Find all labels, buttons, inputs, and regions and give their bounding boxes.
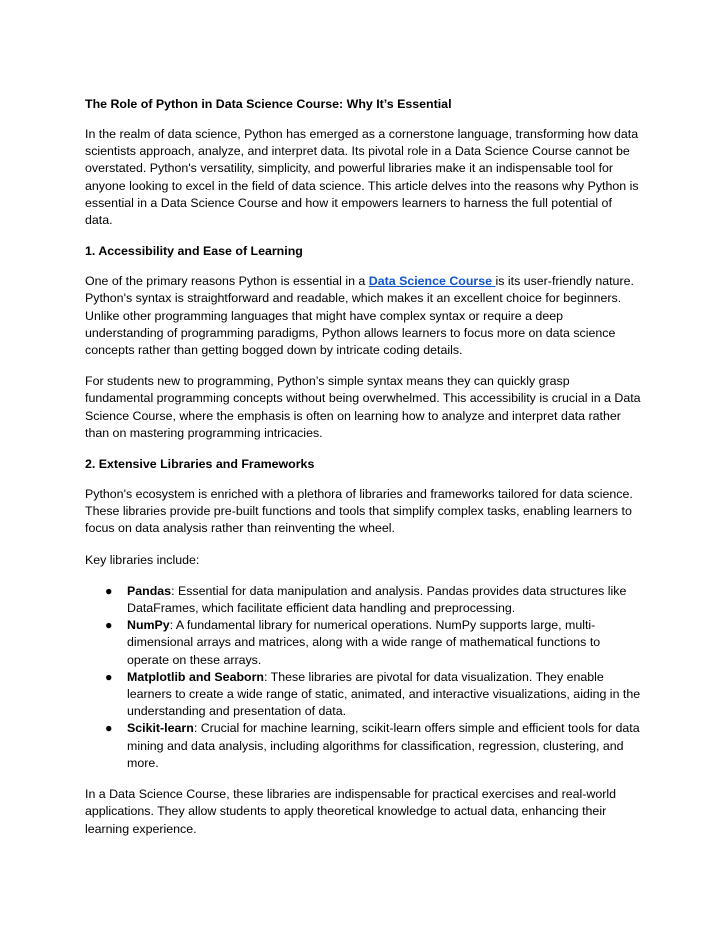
section-2-closing-paragraph: In a Data Science Course, these libraries are indispensable for practical exercises and real-world applications. They allow students to apply theoretical knowledge to actual data, enhancing their learning experience. — [85, 787, 616, 836]
library-name: NumPy — [127, 618, 170, 633]
section-1-paragraph-1 — [85, 273, 641, 359]
library-description: : Essential for data manipulation and analysis. Pandas provides data structures like DataFrames, which facilitate efficient data handling and preprocessing. — [127, 583, 627, 616]
library-name: Scikit-learn — [127, 721, 194, 736]
intro-paragraph: In the realm of data science, Python has emerged as a cornerstone language, transforming how data scientists approach, analyze, and interpret data. Its pivotal role in a Data Science Course cannot be overstated. Python's versatility, simplicity, and powerful libraries make it an indispensable tool for anyone looking to excel in the field of data science. This article delves into the reasons why Python is essential in a Data Science Course and how it empowers learners to harness the full potential of data. — [85, 127, 639, 228]
libraries-list — [85, 583, 641, 772]
section-1-p1-after: is its user-friendly nature. Python's syntax is straightforward and readable, which makes it an excellent choice for beginners. Unlike other programming languages that might have complex syntax or require a deep understanding of programming paradigms, Python allows learners to focus more on data science concepts rather than getting bogged down by intricate coding details. — [85, 274, 634, 358]
bullet-icon: ● — [105, 721, 113, 736]
section-1-heading: 1. Accessibility and Ease of Learning — [85, 244, 303, 259]
bullet-icon: ● — [105, 669, 113, 684]
library-description: : Crucial for machine learning, scikit-learn offers simple and efficient tools for data mining and data analysis, including algorithms for classification, regression, clustering, and more. — [127, 721, 640, 770]
data-science-course-link[interactable]: Data Science Course — [368, 274, 496, 289]
library-description: : A fundamental library for numerical operations. NumPy supports large, multi-dimensional arrays and matrices, along with a wide range of mathematical functions to operate on these arrays. — [127, 618, 601, 667]
section-1-p1-before: One of the primary reasons Python is essential in a — [85, 274, 369, 289]
list-item — [85, 720, 641, 772]
document-body — [85, 96, 641, 852]
section-1-paragraph-2: For students new to programming, Python’s simple syntax means they can quickly grasp fundamental programming concepts without being overwhelmed. This accessibility is crucial in a Data Science Course, where the emphasis is often on learning how to analyze and interpret data rather than on mastering programming intricacies. — [85, 374, 641, 440]
list-item — [85, 583, 641, 617]
bullet-icon: ● — [105, 583, 113, 598]
section-2-heading: 2. Extensive Libraries and Frameworks — [85, 457, 315, 472]
library-description: : These libraries are pivotal for data visualization. They enable learners to create a wide range of static, animated, and interactive visualizations, aiding in the understanding and presentation of data. — [127, 669, 641, 719]
document-title: The Role of Python in Data Science Course: Why It’s Essential — [85, 97, 452, 111]
list-item — [85, 669, 641, 721]
library-name: Matplotlib and Seaborn — [127, 669, 264, 684]
bullet-icon: ● — [105, 618, 113, 633]
key-libraries-label: Key libraries include: — [85, 552, 200, 567]
list-item — [85, 617, 641, 669]
section-2-paragraph-1: Python's ecosystem is enriched with a plethora of libraries and frameworks tailored for data science. These libraries provide pre-built functions and tools that simplify complex tasks, enabling learners to focus on data analysis rather than reinventing the wheel. — [85, 487, 633, 536]
library-name: Pandas — [127, 583, 172, 598]
